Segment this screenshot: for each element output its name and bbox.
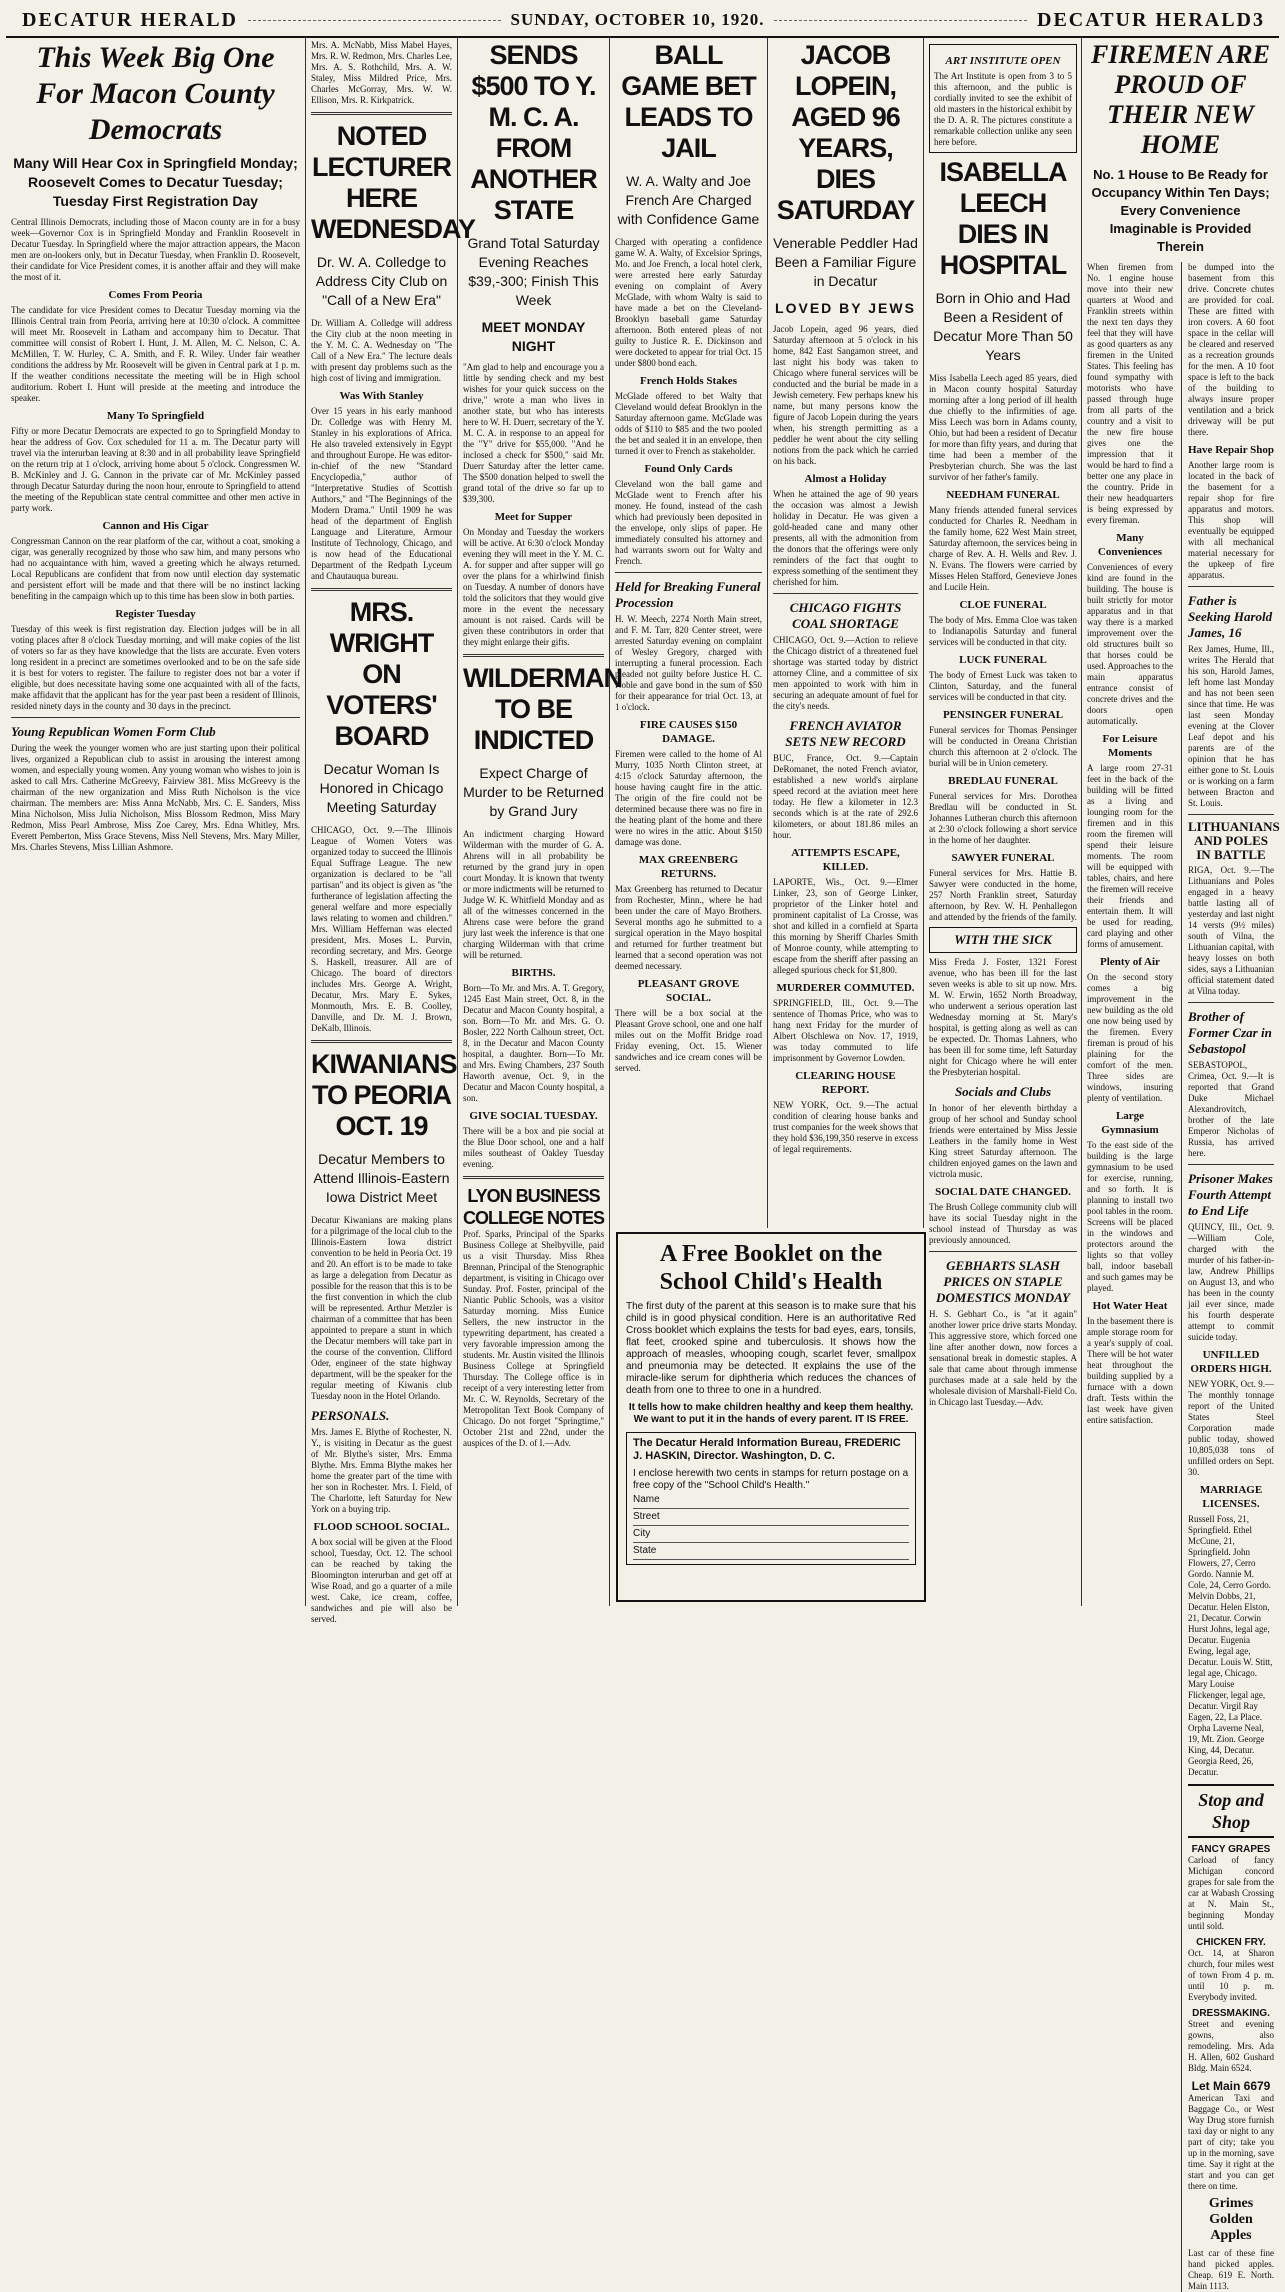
- subhead-personals: PERSONALS.: [311, 1408, 390, 1423]
- article-lecturer-p1: Dr. William A. Colledge will address the City club at the noon meeting in the Y. M. C. A. Wednesday on "The Call of a New Era." The lecture deals with present day problems such as the high cost of living and immigration.: [311, 318, 452, 383]
- column-7: [1082, 38, 1280, 2291]
- deck-lecturer: Dr. W. A. Colledge to Address City Club on "Call of a New Era": [315, 254, 448, 308]
- subhead-peoria: Comes From Peoria: [108, 289, 203, 301]
- article-ball-game-p1: Charged with operating a confidence game W. A. Walty, of Excelsior Springs, Mo. and Joe French, a local hotel clerk, were arrested here early Saturday evening on complaint of Avery McGlade, with whom Walty is said to have made a bet on the Cleveland-Brooklyn baseball game Saturday afternoon. Both entered pleas of not guilty to Justice R. E. Dickinson and were docketed to appear for trial Oct. 15 under $800 bond each.: [615, 237, 762, 368]
- headline-aviator: FRENCH AVIATOR SETS NEW RECORD: [785, 718, 906, 749]
- column-3: [458, 38, 622, 1606]
- masthead-divider: [774, 20, 1027, 21]
- classified-apples-body: Last car of these fine hand picked apples. Cheap. 619 E. North. Main 1113.: [1188, 2248, 1274, 2291]
- headline-ymca: SENDS $500 TO Y. M. C. A. FROM ANOTHER STATE: [470, 40, 597, 225]
- article-cloe: The body of Mrs. Emma Cloe was taken to Indianapolis Saturday and funeral services will be conducted in that city.: [929, 615, 1077, 647]
- coupon-body: I enclose herewith two cents in stamps for return postage on a free copy of the "School Child's Health.": [633, 1468, 909, 1491]
- subhead-found-cards: Found Only Cards: [644, 463, 733, 475]
- art-institute-body: The Art Institute is open from 3 to 5 this afternoon, and the public is cordially invited to see the exhibit of old masters in the historical exhibit by the D. A. R. The pictures constitute a remarkable collection unlike any seen here before.: [934, 71, 1072, 147]
- headline-lithuanians: LITHUANIANS AND POLES IN BATTLE: [1188, 819, 1280, 862]
- article-personals: Mrs. James E. Blythe of Rochester, N. Y., is visiting in Decatur as the guest of Mr. Blythe's sister, Mrs. Emma Blythe. Mrs. Emma Blythe makes her home the greater part of the time with her son in Rochester. Mrs. I. Field, of The Charlotte, left Saturday for New York on a buying trip.: [311, 1427, 452, 1514]
- headline-firemen: FIREMEN ARE PROUD OF THEIR NEW HOME: [1091, 40, 1270, 159]
- center-section: [610, 38, 1082, 1606]
- article-sick: Miss Freda J. Foster, 1321 Forest avenue, who has been ill for the last seven weeks is able to sit up now. Mrs. M. W. Erwin, 1652 North Broadway, who underwent a serious operation last Wednesday morning at St. Mary's hospital, is getting along as well as can be expected. Dr. Thomas Lahners, who has been ill for some time, left Saturday night for Chicago where he will enter the Presbyterian hospital.: [929, 957, 1077, 1077]
- stop-and-shop-banner: Stop and Shop: [1188, 1784, 1274, 1838]
- booklet-ad-body: The first duty of the parent at this season is to make sure that his child is in good physical condition. Here is an authoritative Red Cross booklet which explains the tests for bad eyes, ears, tonsils, flat feet, crooked spine and tuberculosis. It shows how the approach of measles, whooping cough, scarlet fever, smallpox and pneumonia may be detected. It explains the use of the miracle-like serum for diphtheria which reduces the chances of death from one to three to one in a hundred.: [626, 1301, 916, 1396]
- headline-sick: WITH THE SICK: [954, 932, 1052, 947]
- headline-czar-brother: Brother of Former Czar in Sebastopol: [1188, 1009, 1272, 1056]
- subhead-clearing-house: CLEARING HOUSE REPORT.: [795, 1070, 896, 1096]
- deck-ymca-2: MEET MONDAY NIGHT: [481, 319, 586, 354]
- article-give-social: There will be a box and pie social at the Blue Door school, one and a half miles southeast of Oakley Tuesday evening.: [463, 1126, 604, 1169]
- classified-taxi-body: American Taxi and Baggage Co., or West Way Drug store furnish taxi day or night to any part of city; take you up in the morning, save time. Say it right at the start and you can get there on time.: [1188, 2093, 1274, 2191]
- deck-leech: Born in Ohio and Had Been a Resident of Decatur More Than 50 Years: [933, 290, 1073, 363]
- classified-chicken-title: CHICKEN FRY.: [1196, 1937, 1266, 1948]
- article-firemen-p7: be dumped into the basement from this drive. Concrete chutes are provided for coal. These are fitted with iron covers. A 60 foot space in the cellar will be cleared and reserved as a recreation grounds for the men. A 10 foot space is left to the back of the building to always insure proper ventilation and a brick driveway will be put there.: [1188, 262, 1274, 437]
- subhead-holiday: Almost a Holiday: [804, 473, 887, 485]
- subhead-bredlau: BREDLAU FUNERAL: [948, 775, 1058, 787]
- divider: [311, 588, 452, 591]
- masthead-date: SUNDAY, OCTOBER 10, 1920.: [510, 10, 765, 29]
- classified-grapes-title: FANCY GRAPES: [1191, 1844, 1271, 1855]
- subhead-pleasant-grove: PLEASANT GROVE SOCIAL.: [637, 978, 740, 1004]
- headline-wilderman: WILDERMAN TO BE INDICTED: [463, 663, 622, 755]
- page-number: 3: [1253, 8, 1263, 31]
- art-institute-box: [929, 44, 1077, 153]
- column-4: [610, 38, 768, 1228]
- classified-dressmaking-body: Street and evening gowns, also remodeling. Mrs. Ada H. Allen, 602 Gushard Bldg. Main 6524.: [1188, 2019, 1274, 2073]
- article-ymca-p1: "Am glad to help and encourage you a little by sending check and my best wishes for your quick success on the drive," wrote a man who lives in another state, but who has interests here to W. H. Duerr, secretary of the Y. M. C. A. in response to an appeal for the "Y" drive for $55,000. "And he inclosed a check for $500," said Mr. Duerr Saturday after the letter came. The $500 donation helped to swell the grand total of the drive so far up to $39,300.: [463, 362, 604, 504]
- article-funeral-procession: H. W. Meech, 2274 North Main street, and F. M. Tarr, 820 Center street, were arrested Saturday evening on complaint of Wesley Gregory, charged with interrupting a funeral procession. Each pleaded not guilty before Justice H. C. Noble and gave bond in the sum of $50 for their appearance for trial Oct. 13, at 1 o'clock.: [615, 614, 762, 712]
- deck-lopein: Venerable Peddler Had Been a Familiar Figure in Decatur: [773, 235, 918, 289]
- article-firemen-p3: A large room 27-31 feet in the back of the building will be fitted as a living and lounging room for the firemen and in this room the firemen will spend their leisure moments. The room will be equipped with tables, chairs, and here the firemen will receive their friends and entertain them. It will be used for reading, card playing and other forms of amusement.: [1087, 763, 1173, 949]
- classified-chicken-body: Oct. 14, at Sharon church, four miles west of town From 4 p. m. until 10 p. m. Everybody invited.: [1188, 1948, 1274, 2002]
- article-firemen-p1: When firemen from No. 1 engine house move into their new quarters at Wood and Franklin streets within the next ten days they feel that they will have as good quarters as any firemen in the United States. This feeling has found sympathy with motorists who have passed through huge from all parts of the country and a visit to the new fire house gives one the impression that it would be hard to find a better one any place in the country. Pride in their new headquarters is being expressed by every fireman.: [1087, 262, 1173, 525]
- art-institute-title: ART INSTITUTE OPEN: [945, 55, 1061, 67]
- subhead-register: Register Tuesday: [115, 608, 196, 620]
- subhead-pensinger: PENSINGER FUNERAL: [942, 709, 1064, 721]
- columns: [6, 38, 1280, 2291]
- marriage-licenses-list: Russell Foss, 21, Springfield. Ethel McCune, 21, Springfield. John Flowers, 27, Cerro Gordo. Nannie M. Cole, 24, Cerro Gordo. Melvin Dobbs, 21, Decatur. Helen Elston, 21, Decatur. Corwin Hurst Johns, legal age, Decatur. Eugenia Ewing, legal age, Decatur. Louis W. Stitt, legal age, Chicago. Mary Louise Flickenger, legal age, Decatur. Virgil Ray Eagen, 22, La Place. Orpha Laverne Neal, 19, Mt. Zion. George King, 44, Decatur. Georgia Reed, 26, Decatur.: [1188, 1514, 1273, 1777]
- coupon-state-field[interactable]: State: [633, 1543, 909, 1560]
- article-firemen-p5: To the east side of the building is the large gymnasium to be used for exercise, running, and so forth. It is planning to install two pool tables in the room. Screens will be placed in the windows and protectors around the lights so that volley ball, indoor baseball and such games may be played.: [1087, 1140, 1173, 1293]
- headline-harold-james: Father is Seeking Harold James, 16: [1188, 593, 1273, 640]
- deck-wright: Decatur Woman Is Honored in Chicago Meeting Saturday: [319, 761, 444, 815]
- article-ball-game-p3: Cleveland won the ball game and McGlade went to French after his money. He found, instead of the cash which had previously been deposited in the envelope, only slips of paper. He immediately consulted his attorney and had warrants sworn out for Walty and French.: [615, 479, 762, 566]
- headline-leech: ISABELLA LEECH DIES IN HOSPITAL: [939, 157, 1067, 280]
- subhead-marriage-licenses: MARRIAGE LICENSES.: [1199, 1484, 1263, 1510]
- firemen-article-columns: [1087, 262, 1280, 2292]
- article-luck: The body of Ernest Luck was taken to Clinton, Saturday, and the funeral services will be conducted in that city.: [929, 670, 1077, 702]
- subhead-hot-water: Hot Water Heat: [1092, 1300, 1168, 1312]
- article-social-date: The Brush College community club will have its social Tuesday night in the school instead of Thursday as was previously announced.: [929, 1202, 1077, 1245]
- article-prisoner: QUINCY, Ill., Oct. 9.—William Cole, charged with the murder of his father-in-law, Andrew Phillips on August 13, and who has been in the county jail ever since, made his fourth desperate attempt to commit suicide today.: [1188, 1222, 1274, 1342]
- article-lyon: Prof. Sparks, Principal of the Sparks Business College at Shelbyville, paid us a visit Thursday. Miss Rhea Brennan, Principal of the Stenographic department, is visiting in Chicago over Sunday. Prof. Foster, principal of the Niantic Public Schools, was a visitor Saturday morning. Miss Eunice Sellers, the new instructor in the typewriting department, has created a very favorable impression among the students. Mr. Austin visited the Illinois Business College at Springfield Thursday. The College office is in receipt of a very interesting letter from Mr. C. W. Reynolds, Secretary of the Metropolitan Text Book Company of Chicago. Do not forget "Springtime," October 21st and 22nd, under the auspices of the D. of I.—Adv.: [463, 1229, 604, 1448]
- divider: [1188, 814, 1274, 815]
- classified-taxi-title: Let Main 6679: [1191, 2079, 1271, 2093]
- masthead-divider: [248, 20, 501, 21]
- masthead-left-title: DECATUR HERALD: [22, 8, 238, 31]
- subhead-social-date: SOCIAL DATE CHANGED.: [935, 1186, 1071, 1198]
- coupon-name-field[interactable]: Name: [633, 1492, 909, 1509]
- article-harold-james: Rex James, Hume, Ill., writes The Herald that his son, Harold James, left home last Monday and has not been seen since that time. He was last seen Monday evening at the Clover Leaf depot and his parents are of the opinion that he has either gone to St. Louis or is working on a farm between Bracton and St. Louis.: [1188, 644, 1274, 808]
- masthead-right-title: DECATUR HERALD: [1037, 8, 1253, 31]
- deck-firemen: No. 1 House to Be Ready for Occupancy Within Ten Days; Every Convenience Imaginable is Provided Therein: [1091, 167, 1270, 254]
- subhead-escape: ATTEMPTS ESCAPE, KILLED.: [791, 847, 900, 873]
- article-fire: Firemen were called to the home of Al Murry, 1035 North Clinton street, at 4:15 o'clock Saturday afternoon, the house having caught fire in the attic. The origin of the fire could not be determined because there was no fire in the heating plant of the home and there were no wires in the attic. About $150 damage was done.: [615, 749, 762, 847]
- divider: [773, 593, 918, 594]
- article-firemen-p4: On the second story comes a big improvement in the new building as the old one now being used by the firemen. Every fireman is proud of his plaining for the comfort of the men. Three sides are windows, insuring plenty of ventilation.: [1087, 972, 1173, 1103]
- headline-lopein: JACOB LOPEIN, AGED 96 YEARS, DIES SATURDAY: [776, 40, 915, 225]
- article-lithuanians: RIGA, Oct. 9.—The Lithuanians and Poles engaged in a heavy battle lasting all of yesterday and last night 14 versts (9½ miles) south of Vilna, the Lithuanian capital, with heavy losses on both sides, says a Lithuanian official statement dated at Vilna today.: [1188, 865, 1274, 996]
- divider: [929, 1251, 1077, 1252]
- classified-grapes-body: Carload of fancy Michigan concord grapes for sale from the car at Wabash Crossing at N. Main St., beginning Monday until sold.: [1188, 1855, 1274, 1931]
- divider: [311, 1040, 452, 1043]
- column-2: [306, 38, 476, 1624]
- subhead-commuted: MURDERER COMMUTED.: [776, 982, 915, 994]
- article-democrats-p1: Central Illinois Democrats, including those of Macon county are in for a busy week—Governor Cox is in Springfield Monday and Franklin Roosevelt in Decatur Tuesday. In Springfield where the major attraction appears, the Macon men are on-lookers only, but in Decatur Tuesday, when Franklin D. Roosevelt, their candidate for Vice President comes, it is another affair and they will make the most of it.: [11, 217, 300, 282]
- subhead-births: BIRTHS.: [511, 967, 556, 979]
- subhead-french-stakes: French Holds Stakes: [640, 375, 737, 387]
- headline-kiwanians: KIWANIANS TO PEORIA OCT. 19: [311, 1049, 457, 1141]
- subhead-fire: FIRE CAUSES $150 DAMAGE.: [639, 719, 738, 745]
- subhead-funeral-procession: Held for Breaking Funeral Procession: [615, 579, 761, 610]
- column-1: [6, 38, 306, 1606]
- subhead-flood-social: FLOOD SCHOOL SOCIAL.: [313, 1521, 450, 1533]
- article-aviator: BUC, France, Oct. 9.—Captain DeRomanet, the noted French aviator, established a new world's airplane speed record at the aviation meet here today. He flew a kilometer in 12.3 seconds which is at the rate of 292.6 kilometers, or about 181.86 miles an hour.: [773, 753, 918, 840]
- classified-dressmaking-title: DRESSMAKING.: [1192, 2008, 1270, 2019]
- subhead-cloe: CLOE FUNERAL: [959, 599, 1047, 611]
- subhead-repair-shop: Have Repair Shop: [1188, 444, 1274, 456]
- names-list: Mrs. A. McNabb, Miss Mabel Hayes, Mrs. R. W. Redmon, Mrs. Charles Lee, Mrs. A. S. Rothchild, Mrs. A. W. Staley, Miss Mildred Price, Mrs. Charles McGorray, Mrs. W. W. Ellison, Mrs. R. Kirkpatrick.: [311, 40, 452, 105]
- article-socials: In honor of her eleventh birthday a group of her school and Sunday school friends were entertained by Miss Jessie Leathers in the family home in West King street Saturday afternoon. The children enjoyed games on the lawn and victrola music.: [929, 1103, 1077, 1179]
- article-leech: Miss Isabella Leech aged 85 years, died in Macon county hospital Saturday morning after a long period of ill health due chiefly to the infirmities of age. Miss Leech was born in Adams county, Ohio, but had been a resident of Decatur for more than fifty years, and during that time had been a member of the Presbyterian church. She was the last survivor of her father's family.: [929, 373, 1077, 482]
- article-firemen-p8: Another large room is located in the back of the basement for a repair shop for fire apparatus and motors. This shop will eventually be equipped with all mechanical material necessary for the upkeep of fire apparatus.: [1188, 460, 1274, 580]
- article-young-republican: During the week the younger women who are just starting upon their political lives, organized a Republican club to assist in arousing the interest among women, and especially young women. Any young woman who wishes to join is asked to call Mrs. Catherine McGreevy, Fairview 381. Miss McGreevy is the chairman of the new organization and Miss Ruth Nicholson is the vice chairman. The members are: Miss Anna McNabb, Mrs. C. E. Sanders, Miss Mina Nicholson, Miss Julia Nicholson, Miss Blossom Redmon, Miss Mary Redmon, Miss Pearl Ambrose, Miss Zoe Carey, Mrs. Edna Whitley, Mrs. Everett Pemberton, Miss Grace Stevens, Miss Nell Stevens, Mrs. Mary Miller, Mrs. Charles Stevens, Miss Lillian Ashmore.: [11, 743, 300, 852]
- article-democrats-p2: The candidate for vice President comes to Decatur Tuesday morning via the Illinois Central train from Peoria, arriving here at 10:30 o'clock. A committee will meet Mr. Roosevelt in Latham and accompany him to Decatur. That committee will consist of Robert I. Hunt, J. M. Allen, M. C. Nelson, C. A. McMillen, T. W. Hurley, C. A. Smith, and F. R. Wiley. Under fair weather conditions the address by Mr. Roosevelt will be given in Central park at 1 p. m. If the weather conditions necessitate the meeting will be in High school auditorium. Robert I. Hunt will preside at the meeting and introduce the speaker.: [11, 305, 300, 403]
- divider: [1188, 1164, 1274, 1165]
- article-democrats-p3: Fifty or more Decatur Democrats are expected to go to Springfield Monday to hear the address of Gov. Cox scheduled for 11 a. m. The Decatur party will travel via the interurban leaving at 8:30 and in all probability leave Springfield on the return trip at 1 o'clock, arriving home about 5 o'clock. Congressmen W. B. McKinley and J. G. Cannon in the private car of Mr. McKinley passed through Decatur Saturday during the noon hour, enroute to Springfield to attend the meeting of the Republican state central committee and other men active in party work.: [11, 426, 300, 513]
- subhead-young-republican: Young Republican Women Form Club: [11, 724, 216, 739]
- article-sawyer: Funeral services for Mrs. Hattie B. Sawyer were conducted in the home, 257 North Franklin street, Saturday afternoon, by Rev. W. H. Penhallegon and attended by the friends of the family.: [929, 868, 1077, 922]
- subhead-stanley: Was With Stanley: [339, 390, 424, 402]
- article-ball-game-p2: McGlade offered to bet Walty that Cleveland would defeat Brooklyn in the Saturday afternoon game. McGlade was odds of $110 to $85 and the two pooled the bet and sealed it in an envelope, then turned it over to French as stakeholder.: [615, 391, 762, 456]
- coupon-title: The Decatur Herald Information Bureau, FREDERIC J. HASKIN, Director. Washington, D. C.: [633, 1437, 901, 1462]
- subhead-air: Plenty of Air: [1100, 956, 1160, 968]
- article-kiwanians: Decatur Kiwanians are making plans for a pilgrimage of the local club to the Illinois-Eastern Iowa district convention to be held in Peoria Oct. 19 and 20. An effort is to be made to take as large a delegation from Decatur as possible for the reason that this is to be the first convention in which the club will be represented. Arthur Metzler is chairman of a committee that has been appointed to prepare a stunt in which the Decatur members will take part in the course of the convention. Clifford Oder, engineer of the state highway department, will be the speaker for the regular meeting of Kiwanis club Tuesday noon in the Hotel Orlando.: [311, 1215, 452, 1401]
- divider: [463, 654, 604, 657]
- article-lecturer-p2: Over 15 years in his early manhood Dr. Colledge was with Henry M. Stanley in his explorations of Africa. He also traveled extensively in Egypt and throughout Europe. He was editor-in-chief of the new "Standard Encyclopedia," author of "Interpretative Studies of Scottish Authors," and "The Beginnings of the Modern Drama." Until 1909 he was head of the department of English Language and Literature, Armour Institute of Technology, Chicago, and is now head of the Educational Department of the Redpath Lyceum and Chautauqua bureau.: [311, 406, 452, 581]
- booklet-ad: [616, 1232, 926, 1602]
- subhead-greenberg: MAX GREENBERG RETURNS.: [638, 854, 739, 880]
- headline-prisoner: Prisoner Makes Fourth Attempt to End Life: [1188, 1171, 1273, 1218]
- subhead-cannon: Cannon and His Cigar: [102, 520, 209, 532]
- article-births: Born—To Mr. and Mrs. A. T. Gregory, 1245 East Main street, Oct. 8, in the Decatur and Macon County hospital, a son. Born—To Mr. and Mrs. G. O. Bosler, 222 North Calhoun street, Oct. 8, in the Decatur and Macon County hospital, a daughter. Born—To Mr. and Mrs. Ewing Chambers, 237 South Haworth avenue, Oct. 9, in the Decatur and Macon County hospital, a son.: [463, 983, 604, 1103]
- firemen-left: [1087, 262, 1173, 2292]
- subhead-give-social: GIVE SOCIAL TUESDAY.: [469, 1110, 598, 1122]
- with-the-sick-box: [929, 927, 1077, 953]
- deck-democrats: Many Will Hear Cox in Springfield Monday; Roosevelt Comes to Decatur Tuesday; Tuesday First Registration Day: [13, 155, 298, 209]
- headline-gebharts: GEBHARTS SLASH PRICES ON STAPLE DOMESTICS MONDAY: [935, 1258, 1070, 1305]
- article-coal: CHICAGO, Oct. 9.—Action to relieve the Chicago district of a threatened fuel shortage was started today by district attorney Cline, and a committee of six men appointed to work with him in securing an adequate amount of fuel for the city's needs.: [773, 635, 918, 711]
- article-lopein-p1: Jacob Lopein, aged 96 years, died Saturday afternoon at 5 o'clock in his home, 842 East Sangamon street, and last night his body was taken to Chicago where funeral services will be conducted and the burial be made in a Jewish cemetery. Few perhaps knew his name, but many persons know the figure of Jacob Lopein during the years when, his strength permitting as a peddler he went about the city selling notions from the pack which he carried on his back.: [773, 324, 918, 466]
- subhead-socials: Socials and Clubs: [954, 1084, 1052, 1099]
- article-gebharts: H. S. Gebhart Co., is "at it again" another lower price drive starts Monday. This aggressive store, which forced one line after another down, now forces a sensational break in domestic staples. A sale that came about through immense purchases made at a sale held by the wholesale division of Marshall-Field Co. in Chicago last Tuesday.—Adv.: [929, 1309, 1077, 1407]
- article-needham: Many friends attended funeral services conducted for Charles R. Needham in the family home, 622 West Main street, Saturday afternoon, the services being in charge of Rev. A. H. Wells and Rev. J. N. Evans. The flowers were carried by Misses Helen Stafford, Genevieve Jones and Lucile Hein.: [929, 505, 1077, 592]
- headline-lecturer: NOTED LECTURER HERE WEDNESDAY: [311, 121, 476, 244]
- headline-wright: MRS. WRIGHT ON VOTERS' BOARD: [326, 597, 437, 751]
- column-5: [768, 38, 924, 1228]
- article-firemen-p6: In the basement there is ample storage room for a year's supply of coal. There will be hot water heat throughout the building supplied by a furnace with a down draft. Tests within the last week have given entire satisfaction.: [1087, 1316, 1173, 1425]
- article-pleasant-grove: There will be a box social at the Pleasant Grove school, one and one half miles out on the Moffit Bridge road Friday evening, Oct. 15. Wiener sandwiches and ice cream cones will be served.: [615, 1008, 762, 1073]
- article-democrats-p5: Tuesday of this week is first registration day. Election judges will be in all voting places after 8 o'clock Tuesday morning, and will make copies of the list of voters so far as they have knowledge that the lists are accurate. Even voters long resident in a precinct are sometimes overlooked and to be on the safe side it is best for voters to register. The failure to register does not bar a voter if eligible, but does necessitate having some one acquainted with all of the facts, make affidavit that the applicant has for the year past been a resident of Illinois, resided ninety days in the county and 30 days in the precinct.: [11, 624, 300, 711]
- article-escape: LAPORTE, Wis., Oct. 9.—Elmer Linker, 23, son of George Linker, proprietor of the Linker hotel and prominent capitalist of La Crosse, was shot and killed in a cornfield at Sparta this morning by Sheriff Charles Smith of Monroe county, while attempting to escape from the sheriff after passing an alleged spurious check for $1,800.: [773, 877, 918, 975]
- article-democrats-p4: Congressman Cannon on the rear platform of the car, without a coat, smoking a cigar, was generally recognized by those who saw him, and many persons who had no acquaintance with him, waved a greeting which he always returned. Local Republicans are confident that from now until election day systematic and persistent effort will be made and that there will be no instinct lacking benefiting in the campaign which up to this time has been slow in both parties.: [11, 536, 300, 601]
- divider: [311, 112, 452, 115]
- deck-ymca: Grand Total Saturday Evening Reaches $39,-300; Finish This Week: [467, 235, 600, 308]
- classified-apples-title: Grimes Golden Apples: [1208, 2196, 1254, 2243]
- column-6: [924, 38, 1082, 1407]
- headline-lyon: LYON BUSINESS COLLEGE NOTES: [463, 1186, 605, 1228]
- divider: [615, 572, 762, 573]
- article-ymca-p2: On Monday and Tuesday the workers will be active. At 6:30 o'clock Monday evening they will meet in the Y. M. C. A. for supper and after supper will go over the plans for a whirlwind finish on Tuesday. A number of donors have told the solicitors that they would give more in the event the necessary amount is not raised. Cards will be given these contributors in order that they might enlarge their gifts.: [463, 527, 604, 647]
- subhead-supper: Meet for Supper: [494, 511, 573, 523]
- deck-kiwanians: Decatur Members to Attend Illinois-Eastern Iowa District Meet: [313, 1151, 450, 1205]
- article-clearing-house: NEW YORK, Oct. 9.—The actual condition of clearing house banks and trust companies for the week shows that they hold $36,199,350 reserve in excess of legal requirements.: [773, 1100, 918, 1154]
- headline-ball-game: BALL GAME BET LEADS TO JAIL: [621, 40, 756, 163]
- article-wilderman: An indictment charging Howard Wilderman with the murder of G. A. Ahrens will in all probability be returned by the grand jury in open court Monday. It is known that twenty or more indictments will be returned to Judge W. K. Whitfield Monday and as all of the witnesses concerned in the Ahrens case were before the grand jury last week the inference is that one charging Wilderman with that crime will be returned.: [463, 829, 604, 960]
- divider: [1188, 586, 1274, 587]
- article-flood-social: A box social will be given at the Flood school, Tuesday, Oct. 12. The school can be reached by taking the Bloomington interurban and get off at Wise Road, and go a quarter of a mile west. Cake, ice cream, coffee, sandwiches and pie will also be served.: [311, 1537, 452, 1624]
- coupon-street-field[interactable]: Street: [633, 1509, 909, 1526]
- divider: [1188, 1002, 1274, 1003]
- article-commuted: SPRINGFIELD, Ill., Oct. 9.—The sentence of Thomas Price, who was to hang next Friday for the murder of Albert Olschlewa on Nov. 17, 1919, was today commuted to life imprisonment by Governor Lowden.: [773, 998, 918, 1063]
- headline-democrats: This Week Big One For Macon County Democrats: [36, 41, 275, 146]
- subhead-needham: NEEDHAM FUNERAL: [946, 489, 1060, 501]
- subhead-gymnasium: Large Gymnasium: [1101, 1110, 1159, 1136]
- subhead-leisure: For Leisure Moments: [1102, 733, 1158, 759]
- article-unfilled-orders: NEW YORK, Oct. 9.—The monthly tonnage report of the United States Steel Corporation made public today, showed 10,805,038 tons of unfilled orders on Sept. 30.: [1188, 1379, 1274, 1477]
- divider: [463, 1176, 604, 1179]
- subhead-conveniences: Many Conveniences: [1097, 532, 1163, 558]
- subhead-springfield: Many To Springfield: [106, 410, 205, 422]
- booklet-coupon: [626, 1432, 916, 1565]
- booklet-ad-title: A Free Booklet on the School Child's Health: [659, 1241, 883, 1295]
- subhead-unfilled-orders: UNFILLED ORDERS HIGH.: [1190, 1349, 1272, 1375]
- headline-coal: CHICAGO FIGHTS COAL SHORTAGE: [789, 600, 902, 631]
- article-firemen-p2: Conveniences of every kind are found in the building. The house is built strictly for motor apparatus and in that way there is a marked improvement over the old structures built so that horses could be used. Approaches to the main apparatus entrance consist of concrete drives and the doors open automatically.: [1087, 562, 1173, 726]
- deck-wilderman: Expect Charge of Murder to be Returned by Grand Jury: [463, 765, 604, 819]
- booklet-ad-tagline: It tells how to make children healthy and keep them healthy. We want to put it in the hands of every parent. IT IS FREE.: [628, 1402, 914, 1425]
- deck-lopein-2: LOVED BY JEWS: [775, 300, 916, 316]
- article-greenberg: Max Greenberg has returned to Decatur from Rochester, Minn., where he had been under the care of Mayo Brothers. Several months ago he submitted to a surgical operation in the Mayo hospital and returned for further treatment but learned that a second operation was not deemed necessary.: [615, 884, 762, 971]
- divider: [11, 717, 300, 718]
- subhead-luck: LUCK FUNERAL: [959, 654, 1047, 666]
- article-lopein-p2: When he attained the age of 90 years the occasion was almost a Jewish holiday in Decatur. He was given a gold-headed cane and many other presents, all with the admonition from the donors that the offerings were only reminders of the fact that ought to express something of the sentiment they cherished for him.: [773, 489, 918, 587]
- article-bredlau: Funeral services for Mrs. Dorothea Bredlau will be conducted in St. Johannes Lutheran church this afternoon at 2:30 o'clock following a short service in the home of her daughter.: [929, 791, 1077, 845]
- article-wright: CHICAGO, Oct. 9.—The Illinois League of Women Voters was organized today to succeed the Illinois Equal Suffrage League. The new organization is declared to be "all partisan" and its object is given as "the furtherance of legislation affecting the general welfare and more especially laws relating to women and children." Mrs. William Heffernan was elected president, Mrs. Moses L. Purvin, recording secretary, and Mrs. George S. Haskell, treasurer. All are of Chicago. The board of directors includes Mrs. George A. Wright, Decatur, Mrs. Mary E. Sykes, Monmouth, Mrs. E. B. Coolley, Danville, and Dr. M. J. Brown, DeKalb, Illinois.: [311, 825, 452, 1033]
- firemen-right: [1181, 262, 1280, 2292]
- coupon-city-field[interactable]: City: [633, 1526, 909, 1543]
- article-pensinger: Funeral services for Thomas Pensinger will be conducted in Oreana Christian church this afternoon at 2 o'clock. The burial will be in Union cemetery.: [929, 725, 1077, 768]
- subhead-sawyer: SAWYER FUNERAL: [951, 852, 1055, 864]
- masthead: [6, 4, 1279, 38]
- deck-ball-game: W. A. Walty and Joe French Are Charged with Confidence Game: [617, 173, 760, 227]
- article-czar-brother: SEBASTOPOL, Crimea, Oct. 9.—It is reported that Grand Duke Michael Alexandrovitch, brother of the late Emperor Nicholas of Russia, has arrived here.: [1188, 1060, 1274, 1158]
